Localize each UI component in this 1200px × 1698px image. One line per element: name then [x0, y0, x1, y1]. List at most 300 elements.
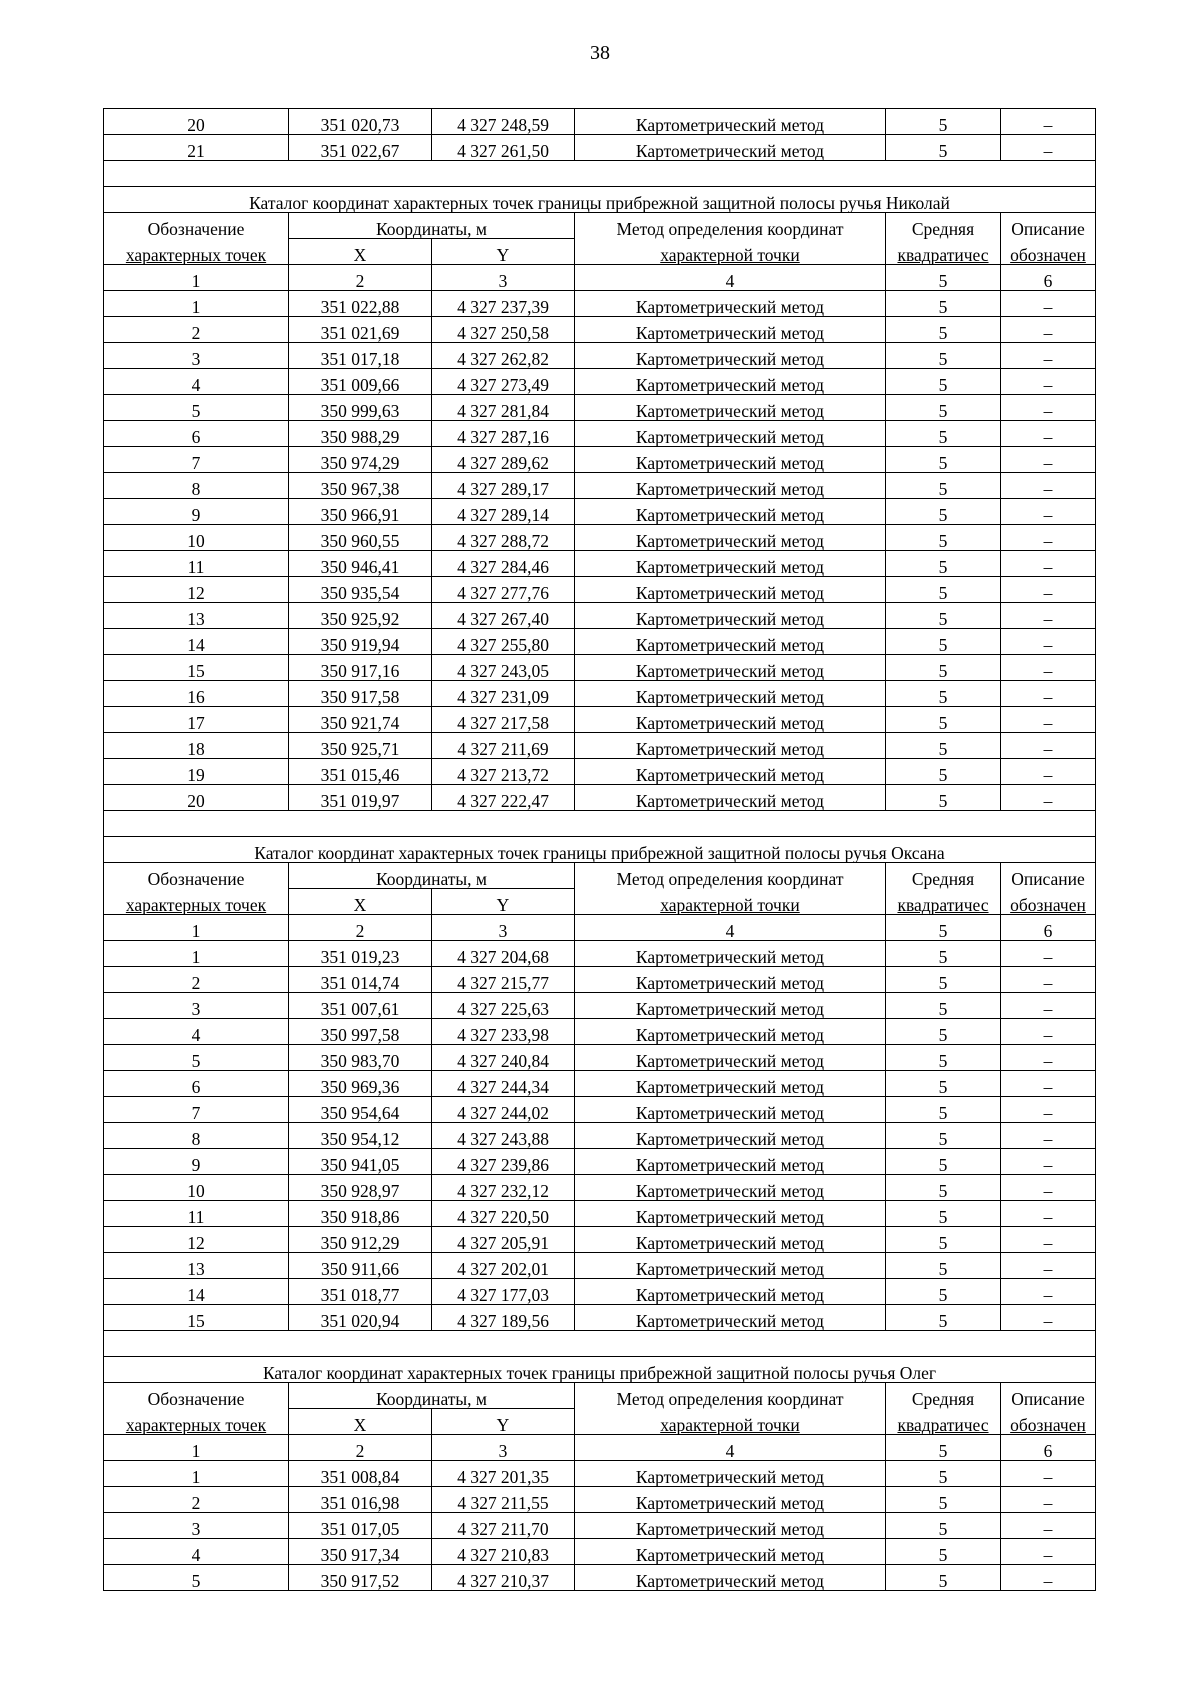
column-index-cell: 2 [289, 265, 432, 291]
x-coordinate-cell: 350 917,34 [289, 1539, 432, 1565]
section-title-row [104, 837, 1096, 863]
point-number-cell: 11 [104, 1201, 289, 1227]
table-row [104, 759, 1096, 785]
header-row [104, 1383, 1096, 1409]
y-coordinate-cell: 4 327 243,88 [432, 1123, 575, 1149]
header-row [104, 213, 1096, 239]
x-coordinate-cell: 351 022,88 [289, 291, 432, 317]
header-x: X [289, 1409, 432, 1435]
mean-error-cell: 5 [886, 1461, 1001, 1487]
header-method-cont [575, 889, 886, 915]
description-cell: – [1001, 1305, 1096, 1331]
header-row [104, 239, 1096, 265]
y-coordinate-cell: 4 327 233,98 [432, 1019, 575, 1045]
point-number-cell: 1 [104, 1461, 289, 1487]
x-coordinate-cell: 350 911,66 [289, 1253, 432, 1279]
method-cell: Картометрический метод [575, 1175, 886, 1201]
table-row [104, 551, 1096, 577]
description-cell: – [1001, 681, 1096, 707]
description-cell: – [1001, 1201, 1096, 1227]
method-cell: Картометрический метод [575, 1487, 886, 1513]
method-cell: Картометрический метод [575, 1201, 886, 1227]
x-coordinate-cell: 350 928,97 [289, 1175, 432, 1201]
point-number-cell: 2 [104, 967, 289, 993]
description-cell: – [1001, 109, 1096, 135]
spacer-cell [104, 811, 1096, 837]
page-number: 38 [590, 42, 610, 64]
x-coordinate-cell: 350 988,29 [289, 421, 432, 447]
point-number-cell: 8 [104, 1123, 289, 1149]
y-coordinate-cell: 4 327 284,46 [432, 551, 575, 577]
description-cell: – [1001, 525, 1096, 551]
method-cell: Картометрический метод [575, 1045, 886, 1071]
description-cell: – [1001, 655, 1096, 681]
column-index-cell: 4 [575, 1435, 886, 1461]
y-coordinate-cell: 4 327 237,39 [432, 291, 575, 317]
mean-error-cell: 5 [886, 759, 1001, 785]
method-cell: Картометрический метод [575, 473, 886, 499]
method-cell: Картометрический метод [575, 655, 886, 681]
header-y: Y [432, 889, 575, 915]
table-row [104, 1279, 1096, 1305]
spacer-cell [104, 161, 1096, 187]
y-coordinate-cell: 4 327 177,03 [432, 1279, 575, 1305]
description-cell: – [1001, 577, 1096, 603]
header-mean-error: Средняя [886, 1383, 1001, 1409]
x-coordinate-cell: 351 019,23 [289, 941, 432, 967]
y-coordinate-cell: 4 327 217,58 [432, 707, 575, 733]
table-row [104, 1565, 1096, 1591]
description-cell: – [1001, 1045, 1096, 1071]
column-index-cell: 3 [432, 265, 575, 291]
mean-error-cell: 5 [886, 785, 1001, 811]
mean-error-cell: 5 [886, 1097, 1001, 1123]
column-index-cell: 3 [432, 915, 575, 941]
y-coordinate-cell: 4 327 210,83 [432, 1539, 575, 1565]
table-row [104, 1487, 1096, 1513]
column-index-cell: 4 [575, 915, 886, 941]
method-cell: Картометрический метод [575, 1461, 886, 1487]
y-coordinate-cell: 4 327 289,17 [432, 473, 575, 499]
description-cell: – [1001, 785, 1096, 811]
table-row [104, 395, 1096, 421]
y-coordinate-cell: 4 327 205,91 [432, 1227, 575, 1253]
method-cell: Картометрический метод [575, 577, 886, 603]
y-coordinate-cell: 4 327 211,69 [432, 733, 575, 759]
header-row [104, 889, 1096, 915]
mean-error-cell: 5 [886, 655, 1001, 681]
method-cell: Картометрический метод [575, 1071, 886, 1097]
spacer-row [104, 811, 1096, 837]
x-coordinate-cell: 350 966,91 [289, 499, 432, 525]
header-mean-error-cont [886, 889, 1001, 915]
point-number-cell: 17 [104, 707, 289, 733]
point-number-cell: 6 [104, 1071, 289, 1097]
x-coordinate-cell: 350 935,54 [289, 577, 432, 603]
method-cell: Картометрический метод [575, 707, 886, 733]
table-row [104, 1123, 1096, 1149]
header-designation-line2: характерных точек [125, 894, 267, 915]
table-row [104, 967, 1096, 993]
section-title-row [104, 1357, 1096, 1383]
point-number-cell: 12 [104, 577, 289, 603]
description-cell: – [1001, 1019, 1096, 1045]
point-number-cell: 18 [104, 733, 289, 759]
method-cell: Картометрический метод [575, 1305, 886, 1331]
y-coordinate-cell: 4 327 213,72 [432, 759, 575, 785]
y-coordinate-cell: 4 327 243,05 [432, 655, 575, 681]
y-coordinate-cell: 4 327 244,02 [432, 1097, 575, 1123]
table-row [104, 1045, 1096, 1071]
table-row [104, 1019, 1096, 1045]
method-cell: Картометрический метод [575, 1279, 886, 1305]
x-coordinate-cell: 351 017,18 [289, 343, 432, 369]
mean-error-cell: 5 [886, 1227, 1001, 1253]
point-number-cell: 4 [104, 1019, 289, 1045]
mean-error-cell: 5 [886, 291, 1001, 317]
column-index-cell: 6 [1001, 265, 1096, 291]
method-cell: Картометрический метод [575, 1513, 886, 1539]
table-row [104, 421, 1096, 447]
column-index-cell: 5 [886, 915, 1001, 941]
header-method: Метод определения координат [575, 863, 886, 889]
table-row [104, 1097, 1096, 1123]
mean-error-cell: 5 [886, 681, 1001, 707]
y-coordinate-cell: 4 327 211,70 [432, 1513, 575, 1539]
method-cell: Картометрический метод [575, 291, 886, 317]
header-description-line2: обозначен [1010, 894, 1086, 915]
method-cell: Картометрический метод [575, 681, 886, 707]
method-cell: Картометрический метод [575, 1019, 886, 1045]
table-row [104, 343, 1096, 369]
description-cell: – [1001, 447, 1096, 473]
description-cell: – [1001, 1227, 1096, 1253]
column-index-cell: 1 [104, 1435, 289, 1461]
description-cell: – [1001, 967, 1096, 993]
mean-error-cell: 5 [886, 1513, 1001, 1539]
table-row [104, 1461, 1096, 1487]
table-row [104, 1175, 1096, 1201]
x-coordinate-cell: 350 974,29 [289, 447, 432, 473]
method-cell: Картометрический метод [575, 603, 886, 629]
header-designation-cont [104, 1409, 289, 1435]
y-coordinate-cell: 4 327 231,09 [432, 681, 575, 707]
mean-error-cell: 5 [886, 317, 1001, 343]
x-coordinate-cell: 351 020,73 [289, 109, 432, 135]
header-designation-line2: характерных точек [125, 244, 267, 265]
point-number-cell: 7 [104, 1097, 289, 1123]
column-index-cell: 1 [104, 915, 289, 941]
x-coordinate-cell: 350 918,86 [289, 1201, 432, 1227]
method-cell: Картометрический метод [575, 629, 886, 655]
table-row [104, 1305, 1096, 1331]
point-number-cell: 7 [104, 447, 289, 473]
header-description-cont [1001, 239, 1096, 265]
point-number-cell: 11 [104, 551, 289, 577]
x-coordinate-cell: 350 925,71 [289, 733, 432, 759]
method-cell: Картометрический метод [575, 135, 886, 161]
header-mean-line2: квадратичес [897, 894, 989, 915]
point-number-cell: 19 [104, 759, 289, 785]
x-coordinate-cell: 350 960,55 [289, 525, 432, 551]
point-number-cell: 15 [104, 655, 289, 681]
method-cell: Картометрический метод [575, 525, 886, 551]
y-coordinate-cell: 4 327 225,63 [432, 993, 575, 1019]
header-mean-line2: квадратичес [897, 244, 989, 265]
table-row [104, 655, 1096, 681]
table-row [104, 1513, 1096, 1539]
header-method: Метод определения координат [575, 1383, 886, 1409]
mean-error-cell: 5 [886, 473, 1001, 499]
method-cell: Картометрический метод [575, 1149, 886, 1175]
mean-error-cell: 5 [886, 551, 1001, 577]
x-coordinate-cell: 350 919,94 [289, 629, 432, 655]
point-number-cell: 21 [104, 135, 289, 161]
section-title: Каталог координат характерных точек границы прибрежной защитной полосы ручья Олег [104, 1357, 1096, 1383]
y-coordinate-cell: 4 327 204,68 [432, 941, 575, 967]
method-cell: Картометрический метод [575, 1539, 886, 1565]
header-method-line2: характерной точки [660, 1414, 800, 1435]
x-coordinate-cell: 351 007,61 [289, 993, 432, 1019]
header-method-cont [575, 239, 886, 265]
point-number-cell: 3 [104, 1513, 289, 1539]
x-coordinate-cell: 351 009,66 [289, 369, 432, 395]
y-coordinate-cell: 4 327 215,77 [432, 967, 575, 993]
point-number-cell: 13 [104, 603, 289, 629]
point-number-cell: 5 [104, 1565, 289, 1591]
mean-error-cell: 5 [886, 1045, 1001, 1071]
description-cell: – [1001, 993, 1096, 1019]
table-row [104, 1227, 1096, 1253]
method-cell: Картометрический метод [575, 967, 886, 993]
point-number-cell: 1 [104, 291, 289, 317]
point-number-cell: 3 [104, 993, 289, 1019]
y-coordinate-cell: 4 327 232,12 [432, 1175, 575, 1201]
table-row [104, 603, 1096, 629]
x-coordinate-cell: 350 917,52 [289, 1565, 432, 1591]
table-row [104, 291, 1096, 317]
header-designation-line2: характерных точек [125, 1414, 267, 1435]
y-coordinate-cell: 4 327 250,58 [432, 317, 575, 343]
x-coordinate-cell: 350 921,74 [289, 707, 432, 733]
description-cell: – [1001, 629, 1096, 655]
method-cell: Картометрический метод [575, 1565, 886, 1591]
point-number-cell: 2 [104, 317, 289, 343]
x-coordinate-cell: 351 017,05 [289, 1513, 432, 1539]
description-cell: – [1001, 1175, 1096, 1201]
spacer-cell [104, 1331, 1096, 1357]
x-coordinate-cell: 350 954,12 [289, 1123, 432, 1149]
header-x: X [289, 889, 432, 915]
method-cell: Картометрический метод [575, 369, 886, 395]
table-row [104, 135, 1096, 161]
mean-error-cell: 5 [886, 707, 1001, 733]
header-method-line2: характерной точки [660, 244, 800, 265]
mean-error-cell: 5 [886, 525, 1001, 551]
description-cell: – [1001, 499, 1096, 525]
description-cell: – [1001, 733, 1096, 759]
description-cell: – [1001, 551, 1096, 577]
mean-error-cell: 5 [886, 1149, 1001, 1175]
header-y: Y [432, 239, 575, 265]
x-coordinate-cell: 351 008,84 [289, 1461, 432, 1487]
mean-error-cell: 5 [886, 135, 1001, 161]
header-description: Описание [1001, 213, 1096, 239]
method-cell: Картометрический метод [575, 1227, 886, 1253]
y-coordinate-cell: 4 327 201,35 [432, 1461, 575, 1487]
y-coordinate-cell: 4 327 255,80 [432, 629, 575, 655]
mean-error-cell: 5 [886, 1565, 1001, 1591]
column-index-row [104, 265, 1096, 291]
table-row [104, 317, 1096, 343]
description-cell: – [1001, 1461, 1096, 1487]
point-number-cell: 10 [104, 525, 289, 551]
header-description-line2: обозначен [1010, 1414, 1086, 1435]
point-number-cell: 5 [104, 1045, 289, 1071]
description-cell: – [1001, 1513, 1096, 1539]
description-cell: – [1001, 603, 1096, 629]
x-coordinate-cell: 350 912,29 [289, 1227, 432, 1253]
mean-error-cell: 5 [886, 1253, 1001, 1279]
description-cell: – [1001, 369, 1096, 395]
header-mean-line2: квадратичес [897, 1414, 989, 1435]
y-coordinate-cell: 4 327 239,86 [432, 1149, 575, 1175]
mean-error-cell: 5 [886, 1487, 1001, 1513]
y-coordinate-cell: 4 327 222,47 [432, 785, 575, 811]
header-designation: Обозначение [104, 1383, 289, 1409]
table-row [104, 473, 1096, 499]
header-designation-cont [104, 239, 289, 265]
x-coordinate-cell: 351 021,69 [289, 317, 432, 343]
mean-error-cell: 5 [886, 733, 1001, 759]
table-row [104, 707, 1096, 733]
description-cell: – [1001, 707, 1096, 733]
point-number-cell: 9 [104, 1149, 289, 1175]
y-coordinate-cell: 4 327 287,16 [432, 421, 575, 447]
x-coordinate-cell: 351 020,94 [289, 1305, 432, 1331]
table-row [104, 109, 1096, 135]
x-coordinate-cell: 350 941,05 [289, 1149, 432, 1175]
point-number-cell: 16 [104, 681, 289, 707]
method-cell: Картометрический метод [575, 941, 886, 967]
point-number-cell: 20 [104, 109, 289, 135]
description-cell: – [1001, 1539, 1096, 1565]
y-coordinate-cell: 4 327 289,14 [432, 499, 575, 525]
description-cell: – [1001, 1149, 1096, 1175]
header-coordinates: Координаты, м [289, 1383, 575, 1409]
y-coordinate-cell: 4 327 288,72 [432, 525, 575, 551]
column-index-cell: 5 [886, 1435, 1001, 1461]
mean-error-cell: 5 [886, 941, 1001, 967]
method-cell: Картометрический метод [575, 317, 886, 343]
mean-error-cell: 5 [886, 369, 1001, 395]
description-cell: – [1001, 1565, 1096, 1591]
y-coordinate-cell: 4 327 244,34 [432, 1071, 575, 1097]
mean-error-cell: 5 [886, 1279, 1001, 1305]
header-coordinates: Координаты, м [289, 863, 575, 889]
header-row [104, 863, 1096, 889]
x-coordinate-cell: 350 917,58 [289, 681, 432, 707]
mean-error-cell: 5 [886, 1201, 1001, 1227]
column-index-cell: 2 [289, 915, 432, 941]
y-coordinate-cell: 4 327 240,84 [432, 1045, 575, 1071]
point-number-cell: 4 [104, 1539, 289, 1565]
header-description-cont [1001, 889, 1096, 915]
table-row [104, 447, 1096, 473]
column-index-cell: 6 [1001, 915, 1096, 941]
y-coordinate-cell: 4 327 267,40 [432, 603, 575, 629]
header-description-cont [1001, 1409, 1096, 1435]
description-cell: – [1001, 395, 1096, 421]
method-cell: Картометрический метод [575, 993, 886, 1019]
table-row [104, 1149, 1096, 1175]
column-index-row [104, 1435, 1096, 1461]
table-row [104, 499, 1096, 525]
header-description: Описание [1001, 863, 1096, 889]
y-coordinate-cell: 4 327 261,50 [432, 135, 575, 161]
mean-error-cell: 5 [886, 577, 1001, 603]
description-cell: – [1001, 759, 1096, 785]
x-coordinate-cell: 351 015,46 [289, 759, 432, 785]
description-cell: – [1001, 135, 1096, 161]
spacer-row [104, 1331, 1096, 1357]
mean-error-cell: 5 [886, 1175, 1001, 1201]
column-index-cell: 6 [1001, 1435, 1096, 1461]
x-coordinate-cell: 350 969,36 [289, 1071, 432, 1097]
method-cell: Картометрический метод [575, 733, 886, 759]
point-number-cell: 14 [104, 1279, 289, 1305]
x-coordinate-cell: 350 983,70 [289, 1045, 432, 1071]
coordinate-catalog-table [103, 108, 1096, 1591]
y-coordinate-cell: 4 327 281,84 [432, 395, 575, 421]
mean-error-cell: 5 [886, 1019, 1001, 1045]
mean-error-cell: 5 [886, 421, 1001, 447]
description-cell: – [1001, 941, 1096, 967]
x-coordinate-cell: 350 954,64 [289, 1097, 432, 1123]
header-coordinates: Координаты, м [289, 213, 575, 239]
description-cell: – [1001, 1123, 1096, 1149]
header-method-line2: характерной точки [660, 894, 800, 915]
y-coordinate-cell: 4 327 189,56 [432, 1305, 575, 1331]
method-cell: Картометрический метод [575, 785, 886, 811]
mean-error-cell: 5 [886, 1071, 1001, 1097]
header-description: Описание [1001, 1383, 1096, 1409]
table-row [104, 525, 1096, 551]
table-row [104, 785, 1096, 811]
y-coordinate-cell: 4 327 289,62 [432, 447, 575, 473]
mean-error-cell: 5 [886, 629, 1001, 655]
method-cell: Картометрический метод [575, 109, 886, 135]
point-number-cell: 9 [104, 499, 289, 525]
method-cell: Картометрический метод [575, 551, 886, 577]
point-number-cell: 3 [104, 343, 289, 369]
header-method-cont [575, 1409, 886, 1435]
method-cell: Картометрический метод [575, 447, 886, 473]
section-title: Каталог координат характерных точек границы прибрежной защитной полосы ручья Николай [104, 187, 1096, 213]
y-coordinate-cell: 4 327 277,76 [432, 577, 575, 603]
x-coordinate-cell: 351 018,77 [289, 1279, 432, 1305]
point-number-cell: 1 [104, 941, 289, 967]
method-cell: Картометрический метод [575, 1097, 886, 1123]
y-coordinate-cell: 4 327 211,55 [432, 1487, 575, 1513]
header-mean-error-cont [886, 239, 1001, 265]
x-coordinate-cell: 351 016,98 [289, 1487, 432, 1513]
table-row [104, 1071, 1096, 1097]
method-cell: Картометрический метод [575, 1253, 886, 1279]
point-number-cell: 4 [104, 369, 289, 395]
y-coordinate-cell: 4 327 262,82 [432, 343, 575, 369]
method-cell: Картометрический метод [575, 1123, 886, 1149]
